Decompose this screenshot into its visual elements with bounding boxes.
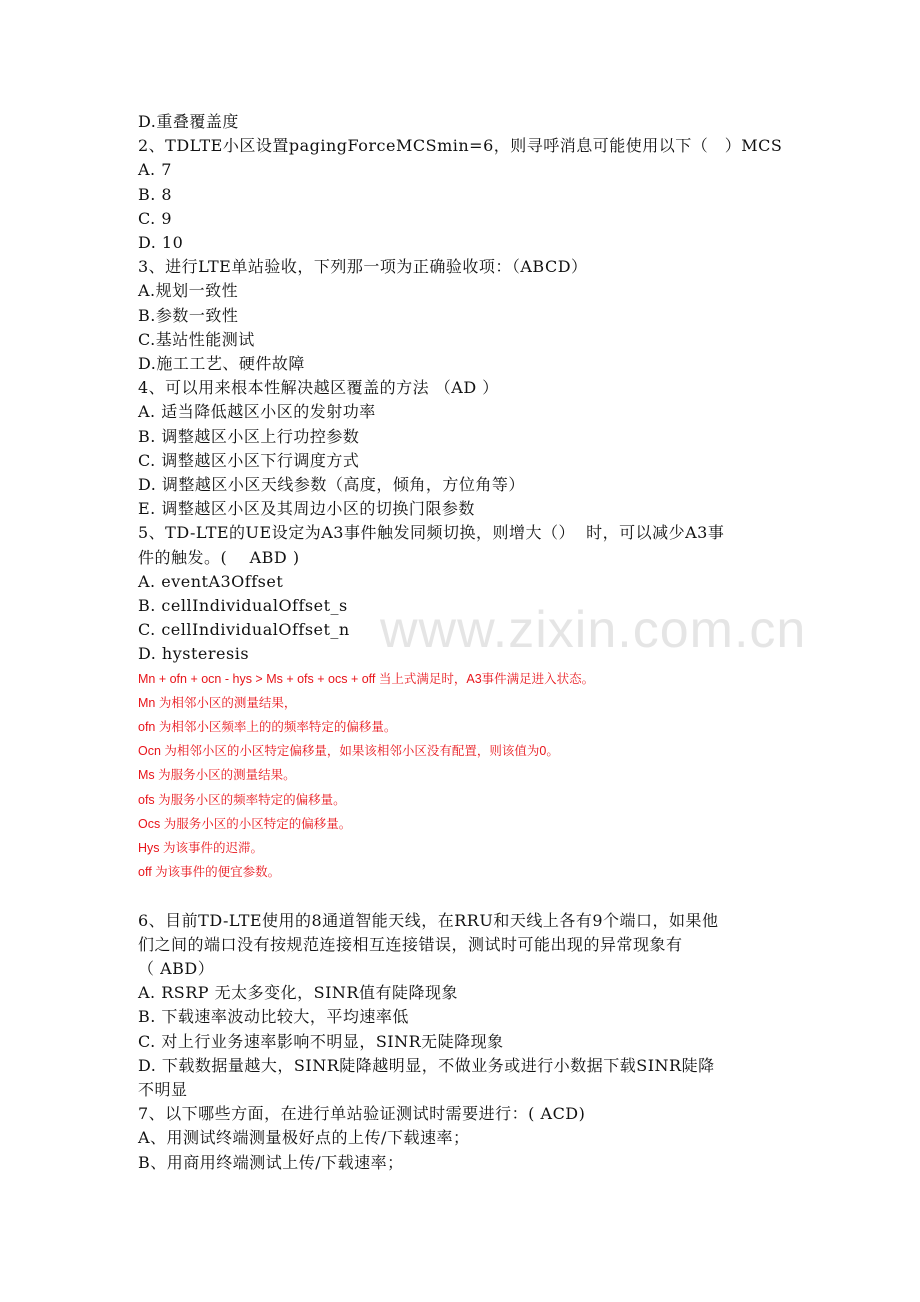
document-body [138,110,788,1175]
q5-note-ofs: ofs 为服务小区的频率特定的偏移量。 [138,792,346,807]
q4-option-a: A. 适当降低越区小区的发射功率 [138,402,376,422]
q6-option-a: A. RSRP 无太多变化，SINR值有陡降现象 [138,983,458,1003]
q6-option-b: B. 下载速率波动比较大，平均速率低 [138,1007,409,1027]
q5-note-ofn: ofn 为相邻小区频率上的的频率特定的偏移量。 [138,720,397,735]
q5-note-ocn: Ocn 为相邻小区的小区特定偏移量，如果该相邻小区没有配置，则该值为0。 [138,744,559,759]
q5-option-c: C. cellIndividualOffset_n [138,620,350,640]
q5-stem-line2: 件的触发。( ABD ) [138,547,300,567]
q2-stem: 2、TDLTE小区设置pagingForceMCSmin=6，则寻呼消息可能使用以下（ ）MCS [138,136,783,156]
q5-note-mn: Mn 为相邻小区的测量结果， [138,695,297,710]
q5-note-ocs: Ocs 为服务小区的小区特定的偏移量。 [138,816,352,831]
q7-stem: 7、以下哪些方面，在进行单站验证测试时需要进行：( ACD) [138,1104,586,1124]
q3-option-a: A.规划一致性 [138,281,239,301]
q5-option-a: A. eventA3Offset [138,571,284,591]
q2-option-d: D. 10 [138,233,184,253]
q4-option-e: E. 调整越区小区及其周边小区的切换门限参数 [138,499,475,519]
q4-option-d: D. 调整越区小区天线参数（高度，倾角，方位角等） [138,475,525,495]
q6-stem-line2: 们之间的端口没有按规范连接相互连接错误，测试时可能出现的异常现象有 [138,934,683,954]
q5-stem-line1: 5、TD-LTE的UE设定为A3事件触发同频切换，则增大（） 时，可以减少A3事 [138,523,725,543]
q3-option-b: B.参数一致性 [138,305,239,325]
q6-option-d: D. 下载数据量越大，SINR陡降越明显，不做业务或进行小数据下载SINR陡降 [138,1055,715,1075]
q7-option-b: B、用商用终端测试上传/下载速率； [138,1152,404,1172]
q2-option-c: C. 9 [138,208,173,228]
q7-option-a: A、用测试终端测量极好点的上传/下载速率； [138,1128,470,1148]
q5-option-d: D. hysteresis [138,644,250,664]
q4-stem: 4、可以用来根本性解决越区覆盖的方法 （AD ） [138,378,499,398]
q4-option-c: C. 调整越区小区下行调度方式 [138,450,360,470]
q3-option-d: D.施工工艺、硬件故障 [138,354,305,374]
q4-option-b: B. 调整越区小区上行功控参数 [138,426,360,446]
q2-option-b: B. 8 [138,184,173,204]
q1-option-d: D.重叠覆盖度 [138,112,239,131]
q6-option-c: C. 对上行业务速率影响不明显，SINR无陡降现象 [138,1031,504,1051]
blank-line [138,885,788,909]
q6-stem-line3: （ ABD） [138,958,215,978]
q5-option-b: B. cellIndividualOffset_s [138,596,348,616]
q5-note-formula: Mn + ofn + ocn - hys > Ms + ofs + ocs + off 当上式满足时，A3事件满足进入状态。 [138,671,595,686]
q2-option-a: A. 7 [138,160,172,180]
q3-stem: 3、进行LTE单站验收，下列那一项为正确验收项：（ABCD） [138,257,588,277]
q3-option-c: C.基站性能测试 [138,329,255,349]
q6-stem-line1: 6、目前TD-LTE使用的8通道智能天线，在RRU和天线上各有9个端口，如果他 [138,910,719,930]
q5-note-off: off 为该事件的便宜参数。 [138,865,281,880]
q5-note-hys: Hys 为该事件的迟滞。 [138,841,264,856]
q6-option-d-cont: 不明显 [138,1079,188,1099]
watermark: www.zixin.com.cn [380,601,807,659]
q5-note-ms: Ms 为服务小区的测量结果。 [138,768,296,783]
